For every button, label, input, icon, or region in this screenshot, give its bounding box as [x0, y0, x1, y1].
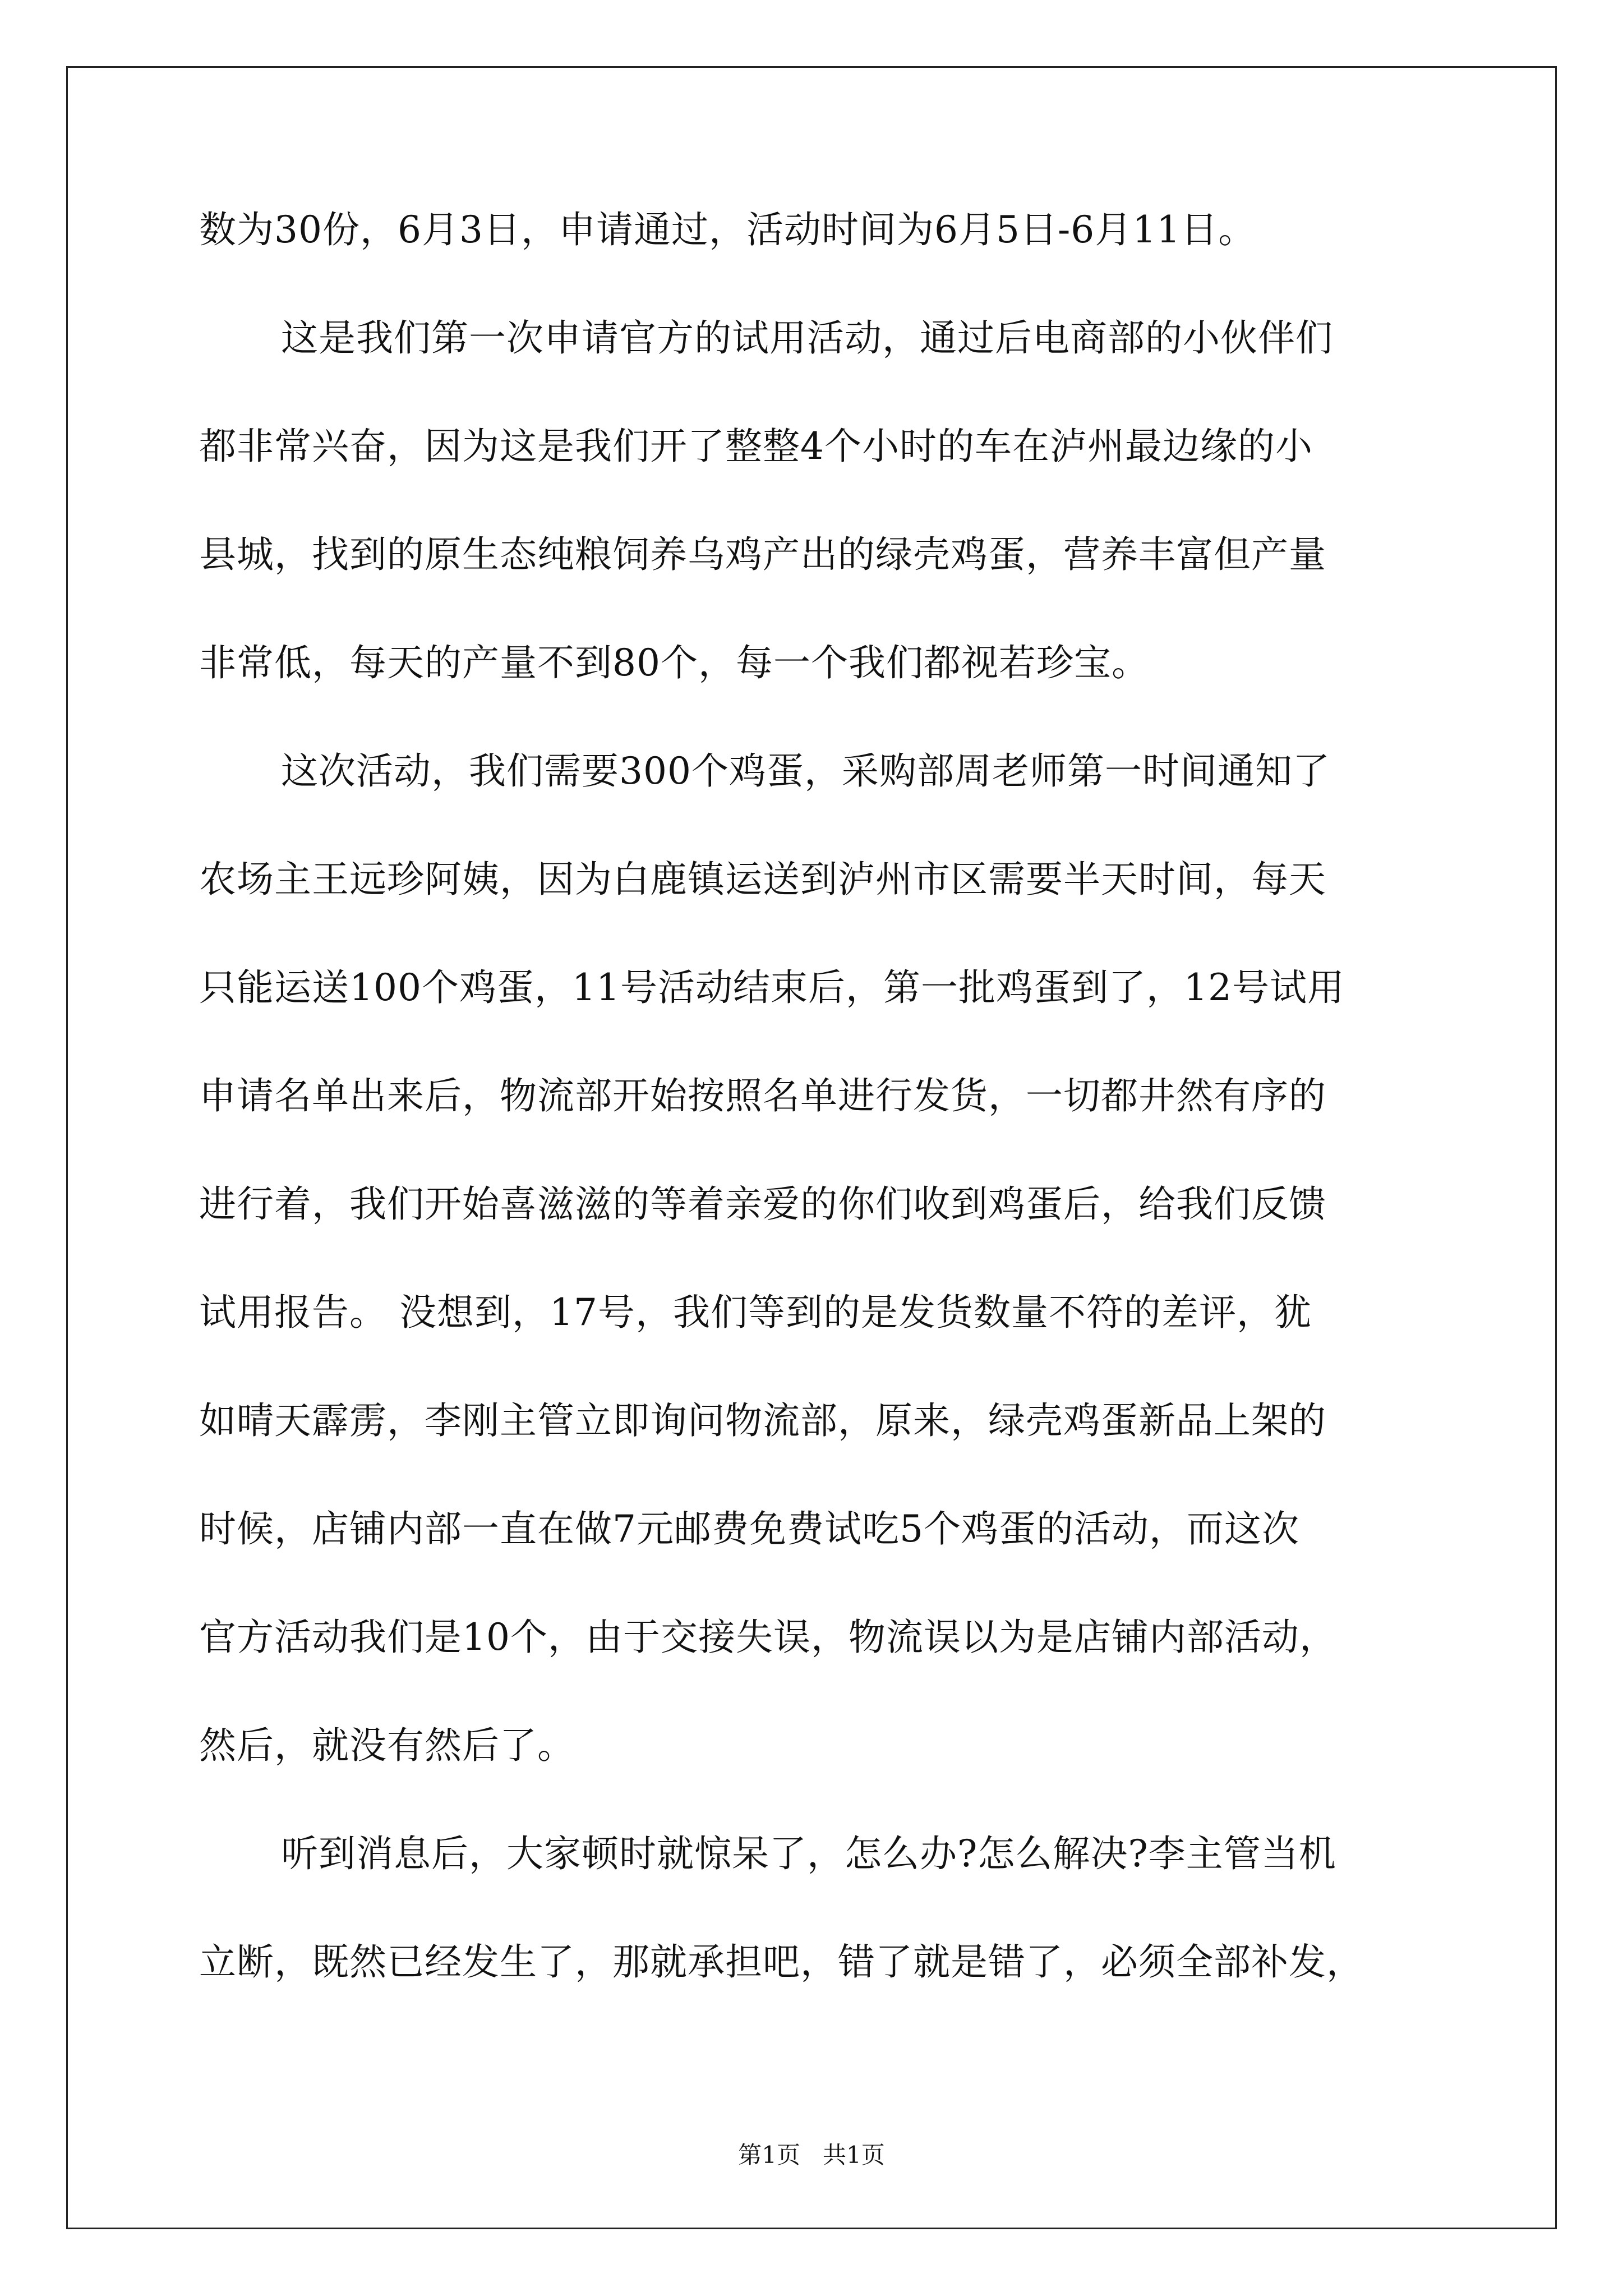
page-frame [66, 66, 1557, 2229]
text-line: 试用报告。 没想到，17号，我们等到的是发货数量不符的差评，犹 [199, 1291, 1312, 1334]
text-line: 非常低，每天的产量不到80个，每一个我们都视若珍宝。 [199, 641, 1149, 684]
text-line: 官方活动我们是10个，由于交接失误，物流误以为是店铺内部活动， [199, 1616, 1337, 1659]
text-line: 如晴天霹雳，李刚主管立即询问物流部，原来，绿壳鸡蛋新品上架的 [199, 1399, 1326, 1442]
text-line: 县城，找到的原生态纯粮饲养乌鸡产出的绿壳鸡蛋，营养丰富但产量 [199, 533, 1326, 576]
page-footer: 第1页 共1页 [738, 2141, 885, 2169]
text-line: 听到消息后，大家顿时就惊呆了，怎么办?怎么解决?李主管当机 [281, 1832, 1336, 1875]
text-line: 这是我们第一次申请官方的试用活动，通过后电商部的小伙伴们 [281, 316, 1333, 360]
text-line: 农场主王远珍阿姨，因为白鹿镇运送到泸州市区需要半天时间，每天 [199, 858, 1326, 901]
text-line: 申请名单出来后，物流部开始按照名单进行发货，一切都井然有序的 [199, 1074, 1326, 1117]
text-line: 立断，既然已经发生了，那就承担吧，错了就是错了，必须全部补发， [199, 1940, 1364, 1984]
text-line: 时候，店铺内部一直在做7元邮费免费试吃5个鸡蛋的活动，而这次 [199, 1507, 1299, 1550]
text-line: 然后，就没有然后了。 [199, 1724, 575, 1767]
text-line: 进行着，我们开始喜滋滋的等着亲爱的你们收到鸡蛋后，给我们反馈 [199, 1182, 1326, 1226]
text-line: 都非常兴奋，因为这是我们开了整整4个小时的车在泸州最边缘的小 [199, 425, 1313, 468]
text-line: 只能运送100个鸡蛋，11号活动结束后，第一批鸡蛋到了，12号试用 [199, 966, 1345, 1009]
text-line: 数为30份，6月3日，申请通过，活动时间为6月5日-6月11日。 [199, 208, 1256, 251]
text-line: 这次活动，我们需要300个鸡蛋，采购部周老师第一时间通知了 [281, 749, 1330, 793]
